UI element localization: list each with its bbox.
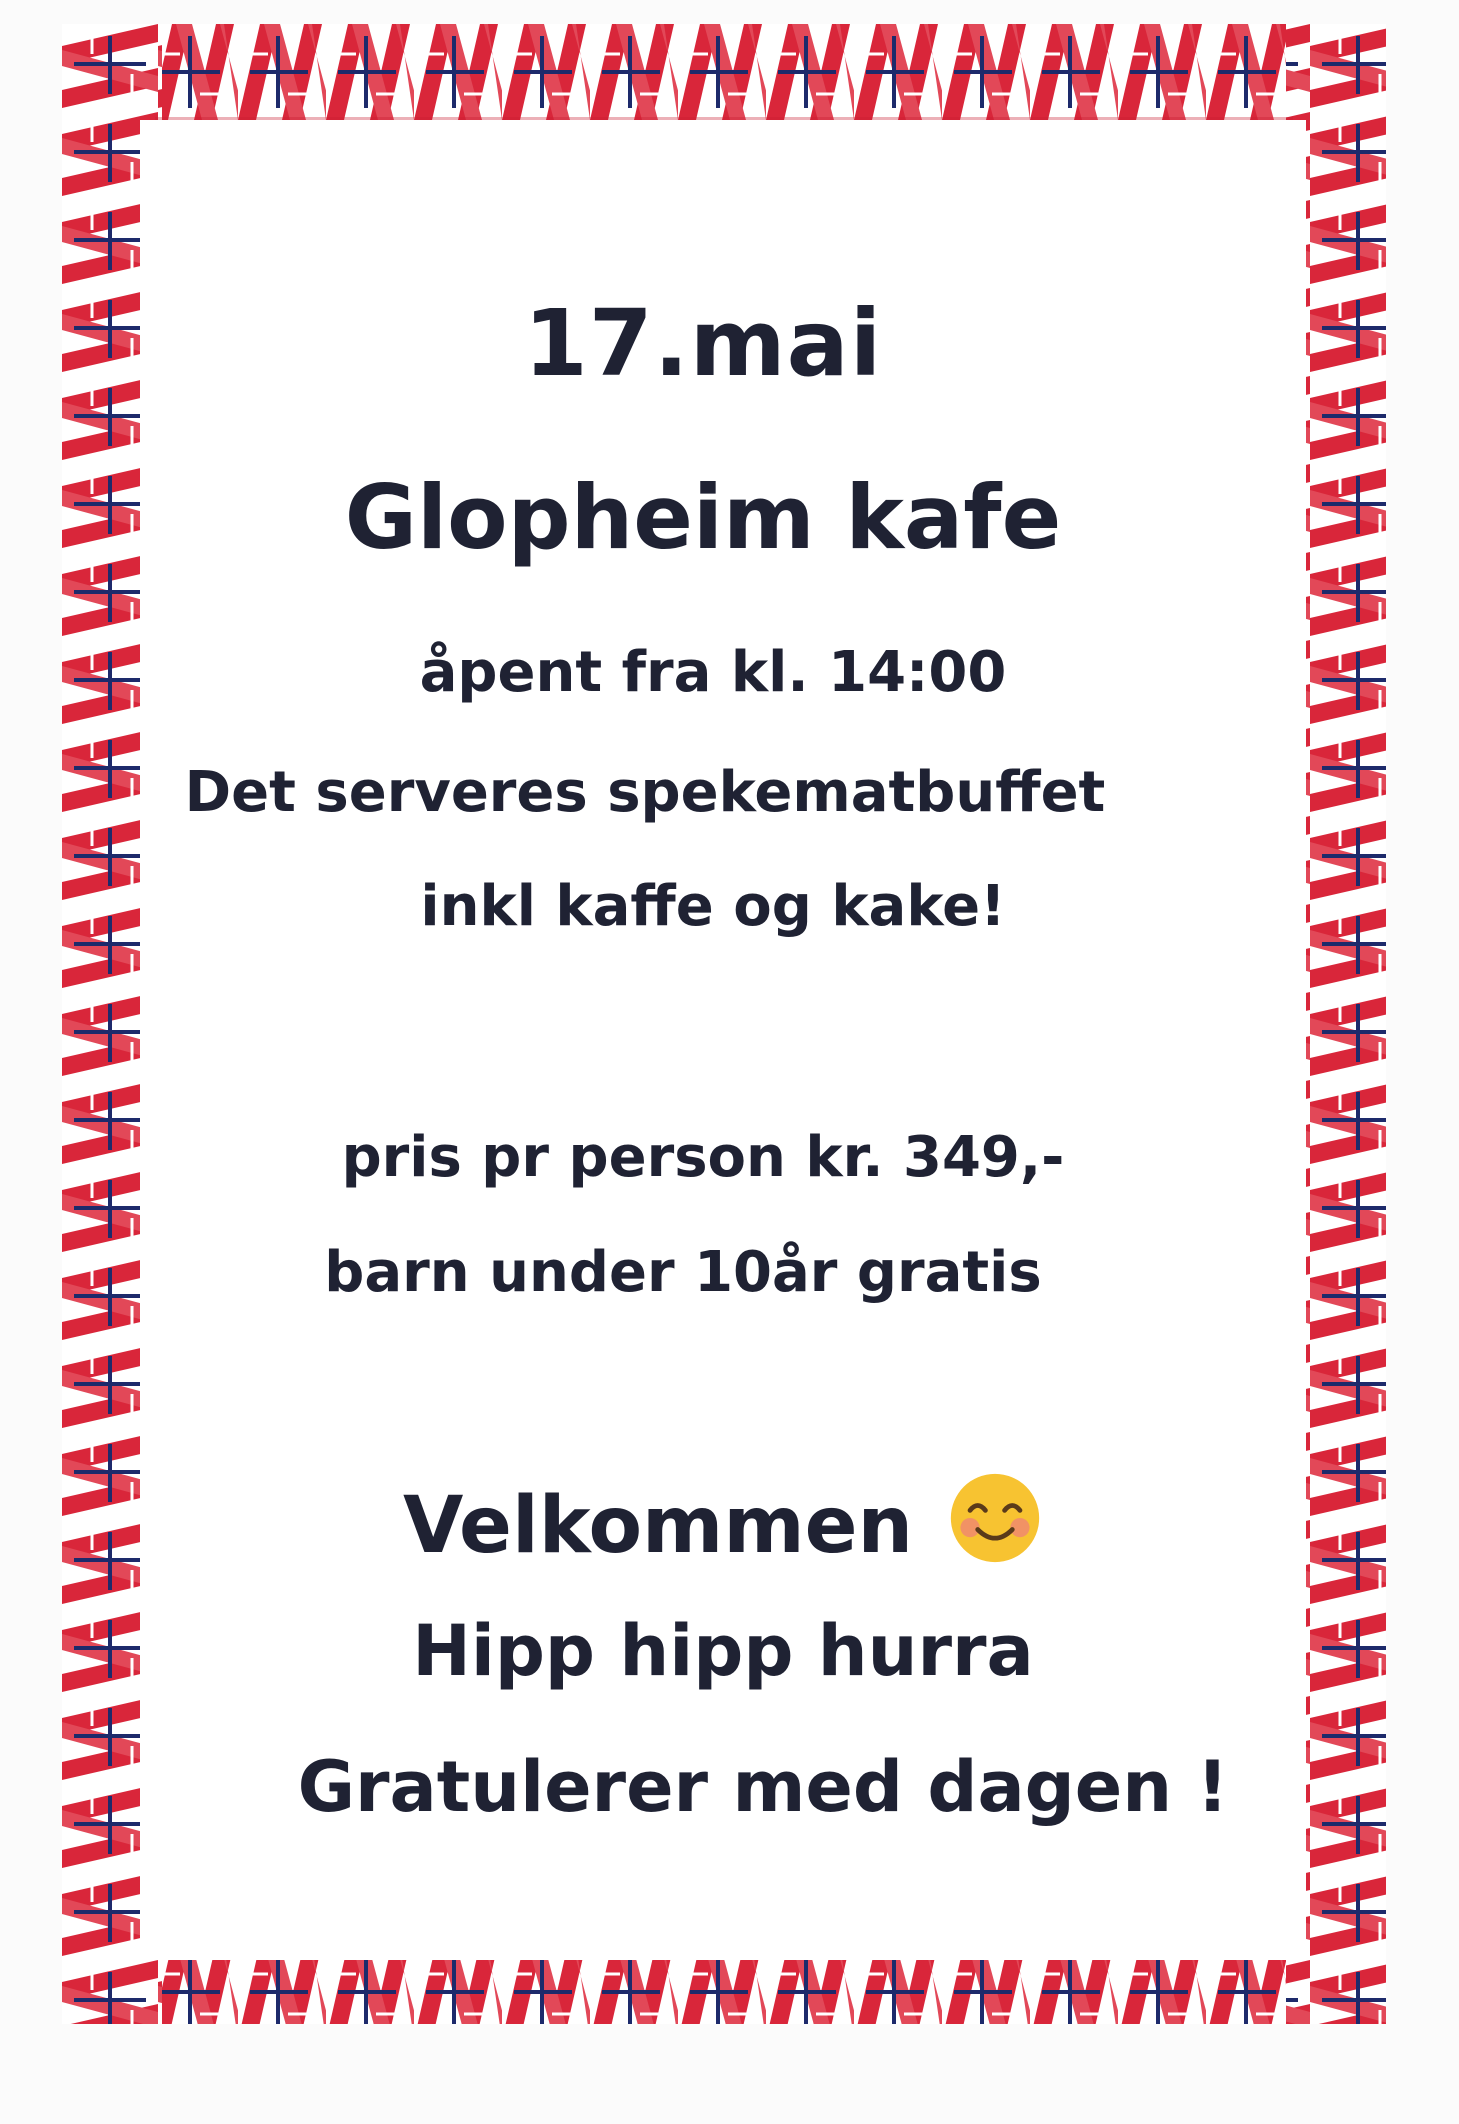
buffet-includes-text: inkl kaffe og kake! <box>420 874 1006 939</box>
opening-time-text: åpent fra kl. 14:00 <box>419 640 1007 705</box>
venue-heading: Glopheim kafe <box>344 466 1062 569</box>
children-price-text: barn under 10år gratis <box>324 1240 1042 1305</box>
event-date-heading: 17.mai <box>523 290 883 397</box>
price-text: pris pr person kr. 349,- <box>341 1125 1065 1190</box>
poster-content <box>140 120 1306 1960</box>
welcome-text: Velkommen <box>402 1481 914 1571</box>
welcome-line <box>140 1470 1306 1571</box>
cheer-text: Hipp hipp hurra <box>412 1610 1034 1692</box>
buffet-text: Det serveres spekematbuffet <box>184 760 1106 825</box>
congratulations-text: Gratulerer med dagen ! <box>297 1746 1229 1828</box>
smiling-face-icon <box>947 1470 1043 1566</box>
